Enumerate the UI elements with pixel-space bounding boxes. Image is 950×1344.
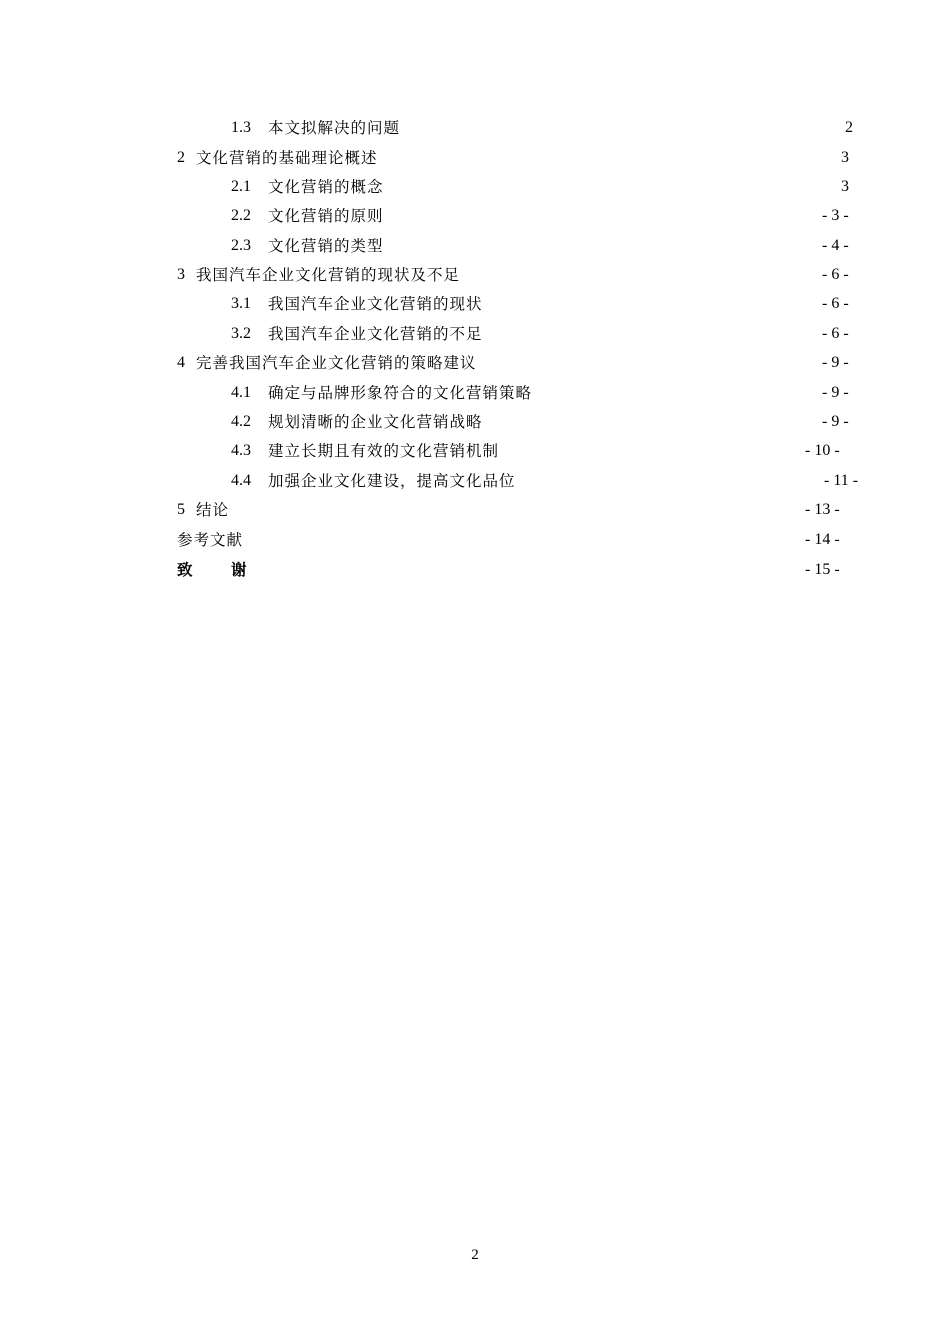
toc-entry-page: - 9 - bbox=[822, 354, 849, 371]
toc-entry[interactable] bbox=[0, 175, 950, 199]
toc-entry-title: 参考文献 bbox=[177, 531, 244, 549]
toc-entry[interactable] bbox=[0, 292, 950, 316]
toc-entry-title: 本文拟解决的问题 bbox=[268, 119, 401, 137]
toc-entry-page: - 6 - bbox=[822, 325, 849, 342]
toc-entry-title: 我国汽车企业文化营销的不足 bbox=[268, 325, 483, 343]
toc-entry-title-part: 致 bbox=[177, 560, 193, 579]
toc-entry-page: - 6 - bbox=[822, 295, 849, 312]
toc-entry[interactable] bbox=[0, 381, 950, 405]
toc-entry-page: - 13 - bbox=[805, 501, 840, 518]
toc-entry-page: - 6 - bbox=[822, 266, 849, 283]
toc-entry[interactable] bbox=[0, 146, 950, 170]
toc-entry-title: 建立长期且有效的文化营销机制 bbox=[268, 442, 500, 460]
toc-entry[interactable] bbox=[0, 528, 950, 552]
page-number: 2 bbox=[471, 1247, 479, 1263]
toc-entry-number: 2 bbox=[177, 149, 185, 166]
toc-entry-page: - 9 - bbox=[822, 413, 849, 430]
toc-entry[interactable] bbox=[0, 234, 950, 258]
toc-entry-title: 文化营销的概念 bbox=[268, 178, 384, 196]
toc-entry-page: - 11 - bbox=[824, 472, 859, 489]
toc-entry-number: 4.2 bbox=[231, 413, 251, 430]
toc-entry-title: 确定与品牌形象符合的文化营销策略 bbox=[268, 384, 533, 402]
toc-entry-title: 文化营销的原则 bbox=[268, 207, 384, 225]
toc-entry-title: 文化营销的基础理论概述 bbox=[196, 149, 378, 167]
toc-entry-page: 3 bbox=[841, 149, 849, 166]
toc-entry-title-part: 谢 bbox=[231, 560, 247, 579]
toc-entry-page: - 15 - bbox=[805, 561, 840, 578]
toc-entry-title: 结论 bbox=[196, 501, 230, 519]
toc-entry[interactable] bbox=[0, 116, 950, 140]
toc-entry[interactable] bbox=[0, 469, 950, 493]
toc-entry-number: 3.2 bbox=[231, 325, 251, 342]
toc-entry-number: 4 bbox=[177, 354, 185, 371]
toc-entry-number: 3.1 bbox=[231, 295, 251, 312]
toc-entry-title: 规划清晰的企业文化营销战略 bbox=[268, 413, 483, 431]
toc-entry[interactable] bbox=[0, 498, 950, 522]
toc-entry-title: 我国汽车企业文化营销的现状及不足 bbox=[196, 266, 461, 284]
toc-entry-number: 4.1 bbox=[231, 384, 251, 401]
toc-entry-page: - 3 - bbox=[822, 207, 849, 224]
toc-entry-number: 2.1 bbox=[231, 178, 251, 195]
toc-entry-number: 3 bbox=[177, 266, 185, 283]
toc-entry[interactable] bbox=[0, 263, 950, 287]
toc-entry-title: 文化营销的类型 bbox=[268, 237, 384, 255]
toc-entry[interactable] bbox=[0, 410, 950, 434]
toc-entry[interactable] bbox=[0, 439, 950, 463]
toc-entry-number: 4.3 bbox=[231, 442, 251, 459]
toc-entry-title: 我国汽车企业文化营销的现状 bbox=[268, 295, 483, 313]
toc-entry[interactable] bbox=[0, 351, 950, 375]
toc-entry-number: 2.2 bbox=[231, 207, 251, 224]
toc-entry-page: - 10 - bbox=[805, 442, 840, 459]
toc-entry-page: 3 bbox=[841, 178, 849, 195]
toc-entry[interactable] bbox=[0, 322, 950, 346]
toc-entry-page: 2 bbox=[845, 119, 853, 136]
toc-entry-page: - 14 - bbox=[805, 531, 840, 548]
toc-entry[interactable] bbox=[0, 204, 950, 228]
toc-entry-title: 加强企业文化建设，提高文化品位 bbox=[268, 472, 516, 490]
toc-entry-number: 1.3 bbox=[231, 119, 251, 136]
toc-entry-number: 4.4 bbox=[231, 472, 251, 489]
toc-entry-number: 5 bbox=[177, 501, 185, 518]
toc-entry[interactable] bbox=[0, 558, 950, 582]
toc-entry-page: - 4 - bbox=[822, 237, 849, 254]
toc-entry-number: 2.3 bbox=[231, 237, 251, 254]
toc-entry-page: - 9 - bbox=[822, 384, 849, 401]
toc-entry-title: 完善我国汽车企业文化营销的策略建议 bbox=[196, 354, 477, 372]
